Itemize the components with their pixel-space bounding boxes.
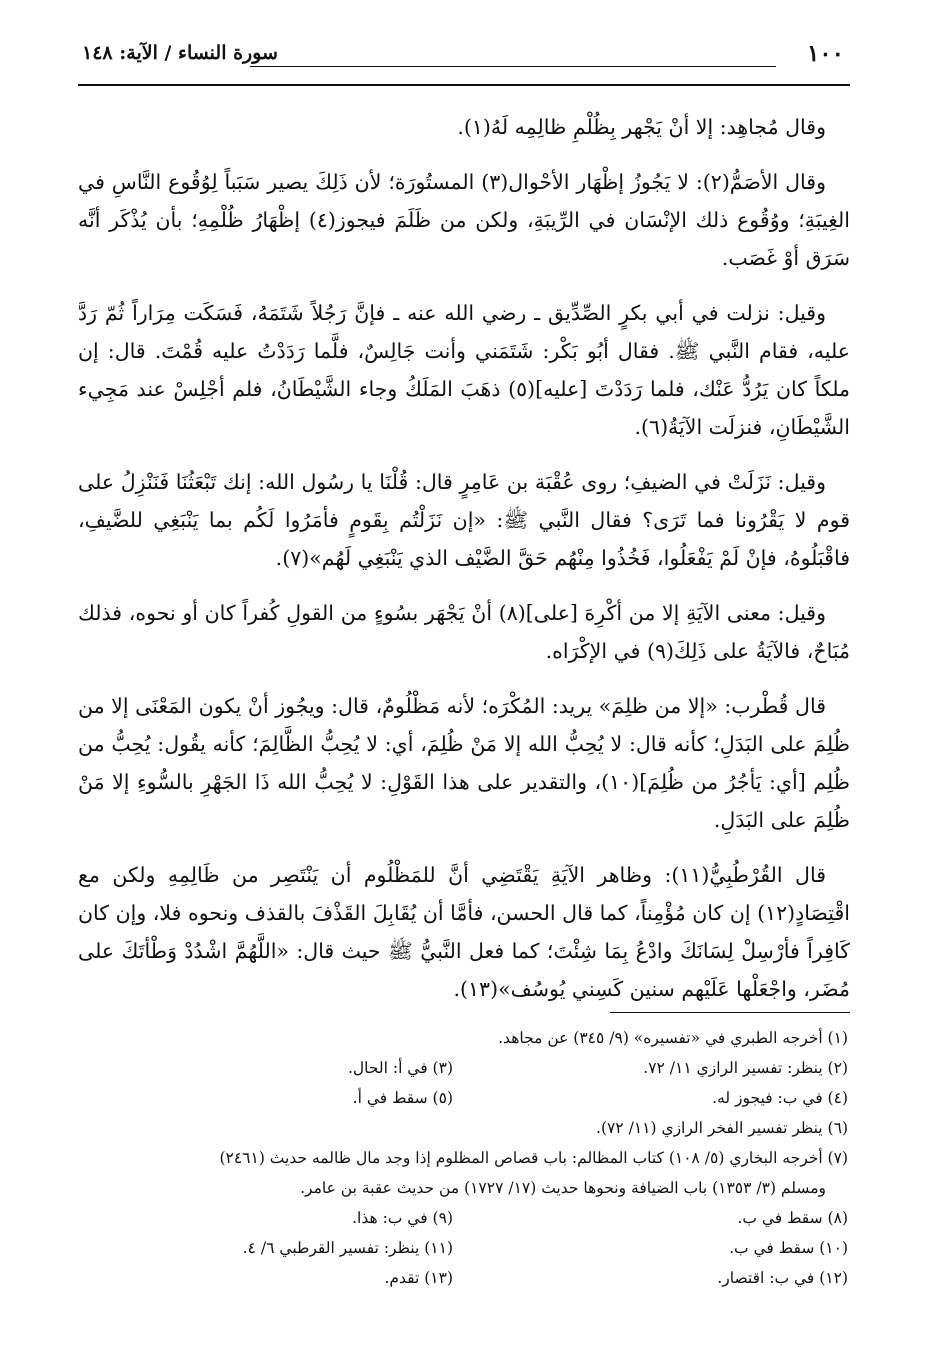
footnote-7-continuation: ومسلم (٣/ ١٣٥٣) باب الضيافة ونحوها حديث (١٧/ ١٧٢٧) من حديث عقبة بن عامر.: [300, 1179, 826, 1197]
paragraph-qutrub: قال قُطْرب: «إلا من ظلِمَ» يريد: المُكْرَه؛ لأنه مَظْلُومٌ، قال: ويجُوز أنْ يكون المَعْنَى إلا من ظُلِمَ على البَدَلِ؛ كأنه قال: لا يُحِبُّ الله إلا مَنْ ظُلِمَ، أي: لا يُحِبُّ الظَّالِمَ؛ كأنه يقُول: يُحِبُّ من ظُلِم [أي: يَأجُرُ من ظُلِمَ](١٠)، والتقدير على هذا القَوْلِ: لا يُحِبُّ الله ذَا الجَهْرِ بالسُّوءِ إلا مَنْ ظُلِمَ على البَدَلِ.: [78, 694, 850, 832]
paragraph-coercion: وقيل: معنى الآيَةِ إلا من أكْرِهَ [على](٨) أنْ يَجْهَر بسُوءٍ من القولِ كُفراً كان أو نحوه، فذلك مُبَاحٌ، فالآيَةُ على ذَلِكَ(٩) في الإكْرَاه.: [78, 601, 850, 663]
footnote-row: [78, 1233, 848, 1263]
main-text: [78, 108, 850, 1008]
footnote-8: (٨) سقط في ب.: [737, 1209, 848, 1227]
footnote-9: (٩) في ب: هذا.: [352, 1209, 453, 1227]
footnote-11: (١١) ينظر: تفسير القرطبي ٦/ ٤.: [242, 1239, 453, 1257]
footnote-2: (٢) ينظر: تفسير الرازي ١١/ ٧٢.: [643, 1059, 848, 1077]
footnote-row: [78, 1053, 848, 1083]
footnote-1: (١) أخرجه الطبري في «تفسيره» (٩/ ٣٤٥) عن مجاهد.: [498, 1029, 848, 1047]
footnote-row: [78, 1143, 848, 1173]
paragraph-abu-bakr: وقيل: نزلت في أبي بكرٍ الصِّدِّيق ـ رضي الله عنه ـ فإنَّ رَجُلاً شَتَمَهُ، فَسَكَت مِرَاراً ثُمّ رَدَّ عليه، فقام النَّبي ﷺ. فقال أبُو بَكْر: شَتَمَني وأنت جَالِسٌ، فلَّما رَدَدْتُ عليه قُمْتَ. قال: إن ملكاً كان يَرُدُّ عَنْك، فلما رَدَدْتَ [عليه](٥) ذهَبَ المَلَكُ وجاء الشَّيْطَانُ، فلم أجْلِسْ عند مَجِيء الشَّيْطَانِ، فنزلَت الآيَةُ(٦).: [78, 301, 850, 439]
header-rule: [78, 84, 850, 86]
footnote-4: (٤) في ب: فيجوز له.: [712, 1089, 848, 1107]
footnote-row: [78, 1113, 848, 1143]
footnotes: [78, 1023, 848, 1293]
paragraph-guest: وقيل: نَزَلَتْ في الضيفِ؛ روى عُقْبَة بن عَامِرٍ قال: قُلْنَا يا رسُول الله: إنك تَبْعَثُنَا فَنَنْزِلُ على قوم لا يَقْرُونا فما تَرَى؟ فقال النَّبي ﷺ: «إن نَزَلْتُم بِقَومٍ فأمَرُوا لَكُم بما يَنْبَغِي للضَّيفِ، فاقْبَلُوهُ، فإنْ لَمْ يَفْعَلُوا، فَخُذُوا مِنْهُم حَقَّ الضَّيْف الذي يَنْبَغِي لَهُم»(٧).: [78, 470, 850, 570]
paragraph-asam: وقال الأصَمُّ(٢): لا يَجُوزُ إظْهَار الأحْوال(٣) المستُورَة؛ لأن ذَلِكَ يصير سَبَباً لِوُقُوع النَّاسِ في الغِيبَةِ؛ ووُقُوع ذلك الإنْسَان في الرِّيبَةِ، ولكن من ظَلَمَ فيجوز(٤) إظْهَارُ ظُلْمِهِ؛ بأن يُذْكَر أنَّه سَرَق أوْ غَصَب.: [78, 170, 850, 270]
footnote-row: [78, 1263, 848, 1293]
footnote-5: (٥) سقط في أ.: [352, 1089, 453, 1107]
footnote-6: (٦) ينظر تفسير الفخر الرازي (١١/ ٧٢).: [596, 1119, 848, 1137]
footnote-7: (٧) أخرجه البخاري (٥/ ١٠٨) كتاب المظالم: باب قصاص المظلوم إذا وجد مال ظالمه حديث (٢٤٦١): [219, 1149, 848, 1167]
paragraph-mujahid: وقال مُجاهِد: إلا أنْ يَجْهر بِظُلْمِ ظالِمِه لَهُ(١).: [457, 115, 826, 139]
footnote-3: (٣) في أ: الحال.: [347, 1059, 453, 1077]
footnote-row: [78, 1203, 848, 1233]
page-header: [78, 38, 850, 78]
page-number: ١٠٠: [806, 40, 844, 67]
paragraph-qurtubi: قال القُرْطُبِيُّ(١١): وظاهر الآيَةِ يَقْتَضِي أنَّ للمَظْلُوم أن يَنْتَصِر من ظَالِمِهِ ولكن مع اقْتِصَادٍ(١٢) إن كان مُؤْمِناً، كما قال الحسن، فأمَّا أن يُقَابِلَ القَذْفَ بالقذف ونحوه فلا، وإن كان كَافِراً فأرْسِلْ لِسَانَكَ وادْعُ بِمَا شِئْتَ؛ كما فعل النَّبيُّ ﷺ حيث قال: «اللَّهُمَّ اشْدُدْ وَطْأتَكَ على مُضَر، واجْعَلْها عَلَيْهم سنين كَسِني يُوسُف»(١٣).: [78, 863, 850, 1001]
header-line: [250, 66, 776, 67]
footnote-13: (١٣) تقدم.: [384, 1269, 453, 1287]
footnote-12: (١٢) في ب: اقتصار.: [717, 1269, 848, 1287]
footnote-10: (١٠) سقط في ب.: [729, 1239, 848, 1257]
footnotes-separator: [610, 1012, 850, 1013]
surah-reference: سورة النساء / الآية: ١٤٨: [82, 42, 278, 64]
footnote-row: [78, 1083, 848, 1113]
footnote-row: [78, 1023, 848, 1053]
